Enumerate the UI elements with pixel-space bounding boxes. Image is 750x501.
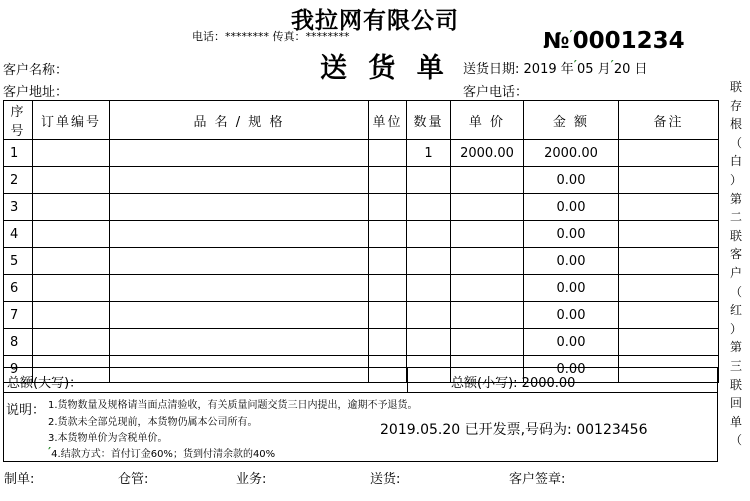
- amount-cell: 0.00: [524, 329, 619, 356]
- document-number: [543, 28, 685, 54]
- unit-price-cell: [451, 167, 524, 194]
- note-line: 2.货款未全部兑现前，本货物仍属本公司所有。: [48, 417, 258, 428]
- product-cell: [110, 248, 369, 275]
- row-index: 5: [4, 248, 33, 275]
- unit-cell: [369, 329, 407, 356]
- unit-cell: [369, 194, 407, 221]
- order-no-cell: [33, 194, 110, 221]
- side-char: 三: [729, 358, 742, 373]
- side-char: 存: [729, 98, 742, 113]
- quantity-cell: [407, 275, 451, 302]
- amount-cell: 0.00: [524, 221, 619, 248]
- side-char: 回: [729, 396, 742, 411]
- number-symbol: №: [543, 29, 570, 54]
- side-char: ）: [729, 321, 742, 336]
- page-title: 送 货 单: [320, 53, 450, 84]
- row-index: 9: [4, 356, 33, 383]
- warehouse-label: 仓管:: [118, 472, 149, 487]
- quantity-cell: 1: [407, 140, 451, 167]
- tick-mark-icon: ′: [610, 58, 614, 72]
- product-cell: [110, 167, 369, 194]
- side-char: 白: [729, 154, 742, 169]
- order-no-cell: [33, 167, 110, 194]
- customer-address-label: 客户地址：: [3, 85, 69, 100]
- header-product-spec: 品 名 / 规 格: [110, 101, 369, 140]
- year-value: 2019: [523, 62, 557, 77]
- table-row: [4, 140, 719, 167]
- amount-cell: 0.00: [524, 302, 619, 329]
- product-cell: [110, 275, 369, 302]
- order-no-cell: [33, 329, 110, 356]
- remarks-cell: [619, 140, 719, 167]
- remarks-cell: [619, 167, 719, 194]
- product-cell: [110, 302, 369, 329]
- amount-cell: 0.00: [524, 275, 619, 302]
- unit-price-cell: [451, 302, 524, 329]
- notes-section: [3, 392, 718, 462]
- header-remarks: 备注: [619, 101, 719, 140]
- order-no-cell: [33, 248, 110, 275]
- header-index: 序号: [4, 101, 33, 140]
- header-amount: 金 额: [524, 101, 619, 140]
- order-no-cell: [33, 221, 110, 248]
- amount-cell: 0.00: [524, 194, 619, 221]
- amount-cell: 0.00: [524, 248, 619, 275]
- order-no-cell: [33, 140, 110, 167]
- side-char: 联: [729, 377, 742, 392]
- order-no-cell: [33, 275, 110, 302]
- goods-table: [3, 100, 719, 383]
- side-char: 联: [729, 228, 742, 243]
- company-name: 我拉网有限公司: [291, 8, 459, 34]
- day-unit: 日: [634, 62, 648, 77]
- total-uppercase-label: 总额(大写)：: [7, 376, 83, 391]
- delivery-date-label: 送货日期:: [463, 62, 520, 77]
- total-lowercase: [451, 372, 575, 391]
- remarks-cell: [619, 248, 719, 275]
- quantity-cell: [407, 167, 451, 194]
- product-cell: [110, 194, 369, 221]
- unit-cell: [369, 167, 407, 194]
- side-char: 户: [729, 265, 742, 280]
- business-label: 业务:: [236, 472, 267, 487]
- side-char: （: [729, 433, 742, 448]
- table-header-row: [4, 101, 719, 140]
- total-lowercase-label: 总额(小写):: [451, 376, 518, 391]
- remarks-cell: [619, 275, 719, 302]
- unit-cell: [369, 221, 407, 248]
- row-index: 1: [4, 140, 33, 167]
- table-row: [4, 167, 719, 194]
- fax-label: 传真：********: [272, 30, 350, 43]
- product-cell: [110, 221, 369, 248]
- row-index: 7: [4, 302, 33, 329]
- row-index: 8: [4, 329, 33, 356]
- side-char: 联: [729, 80, 742, 94]
- customer-phone-label: 客户电话：: [463, 85, 529, 100]
- note-line: 1.货物数量及规格请当面点清验收，有关质量问题交货三日内提出，逾期不予退货。: [48, 400, 418, 411]
- header-quantity: 数量: [407, 101, 451, 140]
- side-char: 第: [729, 340, 742, 355]
- month-unit: 月: [597, 62, 611, 77]
- table-row: [4, 302, 719, 329]
- table-row: [4, 221, 719, 248]
- tick-mark-icon: ′: [573, 58, 577, 72]
- side-char: 单: [729, 414, 742, 429]
- remarks-cell: [619, 194, 719, 221]
- month-value: 05: [576, 62, 594, 77]
- quantity-cell: [407, 221, 451, 248]
- side-char: 第: [729, 191, 742, 206]
- unit-price-cell: 2000.00: [451, 140, 524, 167]
- side-char: 红: [729, 303, 742, 318]
- unit-cell: [369, 140, 407, 167]
- table-row: [4, 329, 719, 356]
- tick-mark-icon: ′: [569, 28, 573, 42]
- note-line: 3.本货物单价为含税单价。: [48, 433, 168, 444]
- unit-price-cell: [451, 221, 524, 248]
- header-order-no: 订单编号: [33, 101, 110, 140]
- quantity-cell: [407, 248, 451, 275]
- quantity-cell: [407, 329, 451, 356]
- delivery-date: [463, 58, 648, 77]
- unit-cell: [369, 275, 407, 302]
- quantity-cell: [407, 302, 451, 329]
- maker-label: 制单:: [4, 472, 35, 487]
- remarks-cell: [619, 329, 719, 356]
- year-unit: 年: [560, 62, 574, 77]
- table-row: [4, 275, 719, 302]
- number-value: 0001234: [572, 28, 685, 54]
- side-char: 二: [729, 210, 742, 225]
- row-index: 2: [4, 167, 33, 194]
- totals-row: [3, 367, 718, 393]
- note-line: ′4.结款方式：首付订金60%；货到付清余款的40%: [48, 445, 276, 460]
- side-char: 根: [729, 117, 742, 132]
- unit-price-cell: [451, 329, 524, 356]
- table-row: [4, 194, 719, 221]
- day-value: 20: [613, 62, 631, 77]
- customer-sign-label: 客户签章:: [509, 472, 566, 487]
- unit-price-cell: [451, 275, 524, 302]
- amount-cell: 2000.00: [524, 140, 619, 167]
- amount-cell: 0.00: [524, 167, 619, 194]
- amount-cell: 0.00: [524, 356, 619, 383]
- unit-price-cell: [451, 248, 524, 275]
- contact-line: [192, 28, 350, 44]
- remarks-cell: [619, 302, 719, 329]
- quantity-cell: [407, 194, 451, 221]
- copy-designation: [726, 78, 746, 450]
- header-unit-price: 单 价: [451, 101, 524, 140]
- total-lowercase-value: 2000.00: [521, 376, 576, 391]
- row-index: 4: [4, 221, 33, 248]
- order-no-cell: [33, 302, 110, 329]
- row-index: 6: [4, 275, 33, 302]
- tick-mark-icon: ′: [48, 445, 52, 459]
- side-char: （: [729, 284, 742, 299]
- delivery-label: 送货:: [370, 472, 401, 487]
- phone-label: 电话：********: [192, 30, 269, 43]
- product-cell: [110, 140, 369, 167]
- remarks-cell: [619, 221, 719, 248]
- row-index: 3: [4, 194, 33, 221]
- side-char: （: [729, 135, 742, 150]
- header-unit: 单位: [369, 101, 407, 140]
- unit-cell: [369, 248, 407, 275]
- unit-cell: [369, 302, 407, 329]
- customer-name-label: 客户名称：: [3, 63, 69, 78]
- notes-label: 说明：: [6, 403, 46, 418]
- product-cell: [110, 329, 369, 356]
- invoice-info: 2019.05.20 已开发票,号码为: 00123456: [380, 422, 648, 438]
- unit-price-cell: [451, 194, 524, 221]
- side-char: ）: [729, 172, 742, 187]
- table-row: [4, 248, 719, 275]
- side-char: 客: [729, 247, 742, 262]
